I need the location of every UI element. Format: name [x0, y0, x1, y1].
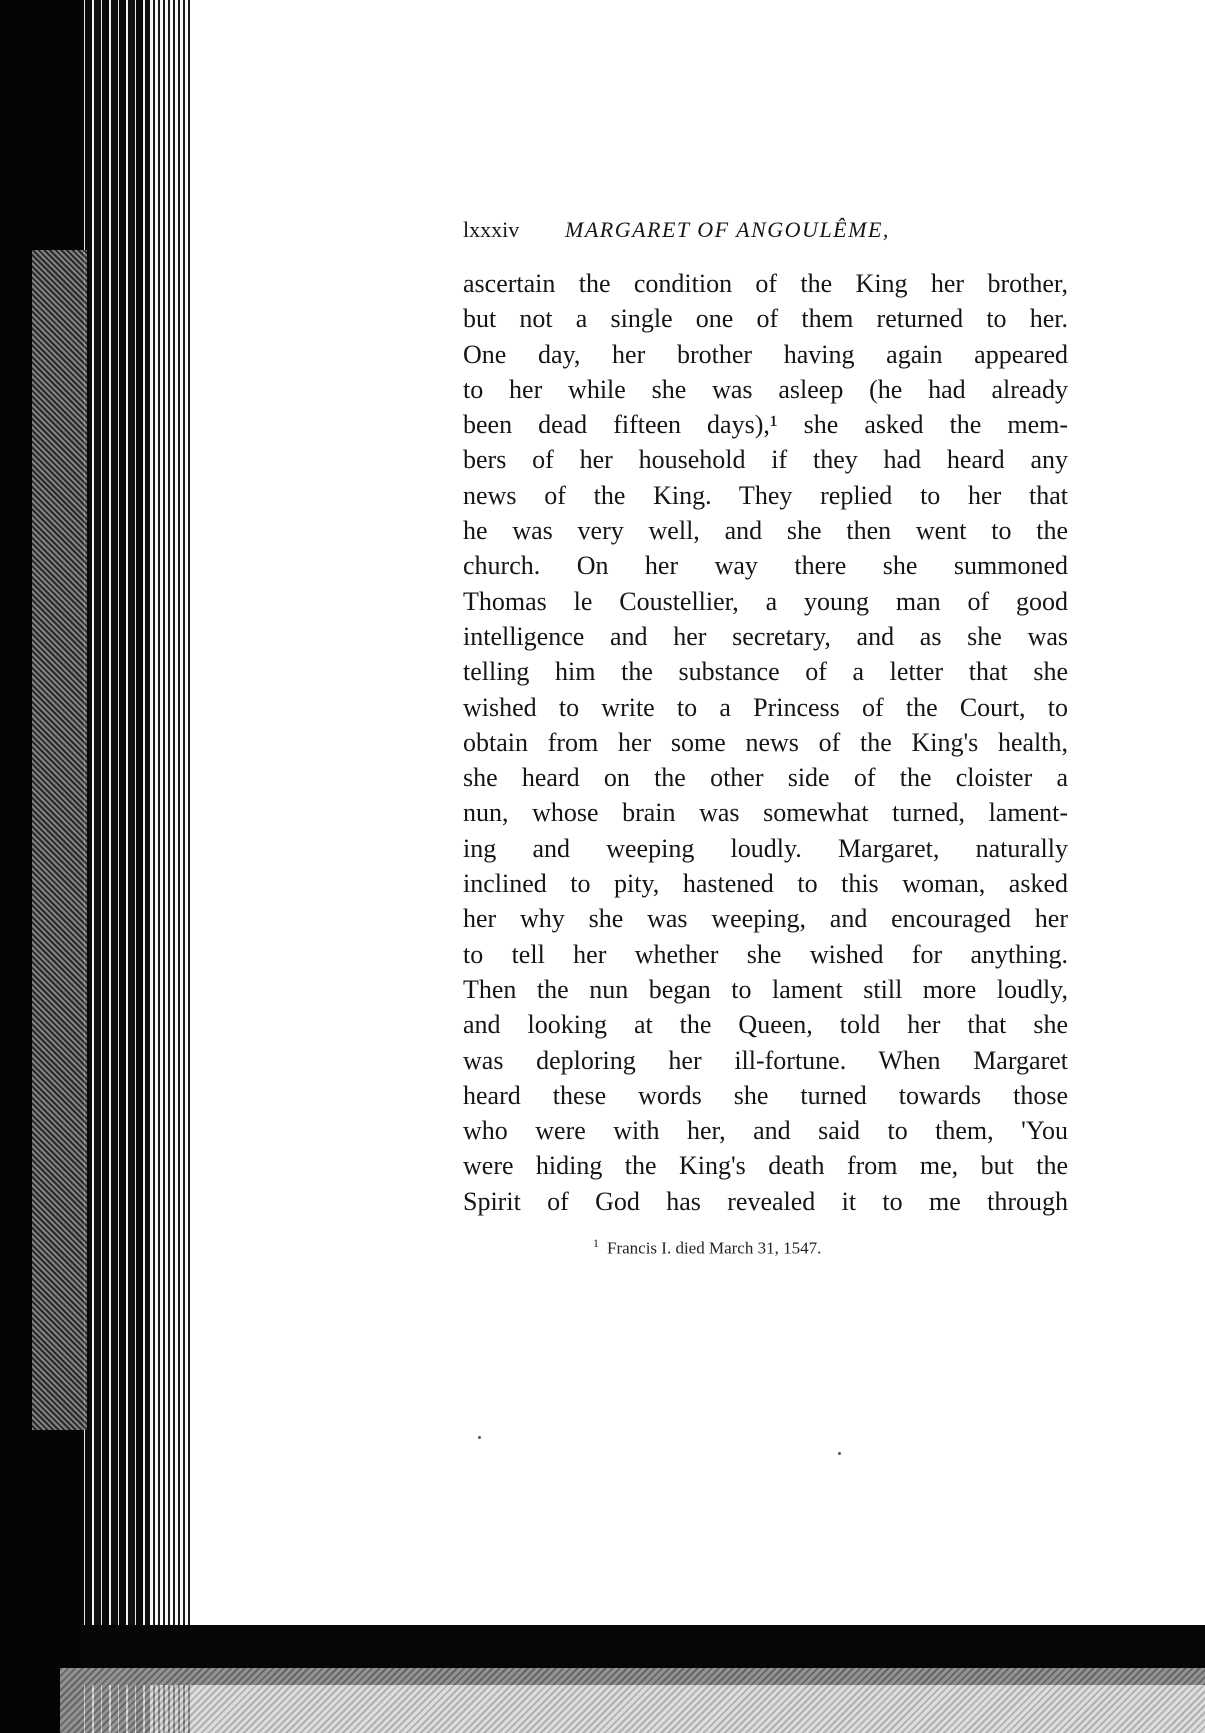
text-line: church. On her way there she summoned — [463, 551, 1068, 581]
text-line: nun, whose brain was somewhat turned, lament- — [463, 798, 1068, 828]
text-line: was deploring her ill-fortune. When Margaret — [463, 1045, 1068, 1075]
text-line: news of the King. They replied to her that — [463, 480, 1068, 510]
text-line: bers of her household if they had heard any — [463, 445, 1068, 475]
text-line: Then the nun began to lament still more loudly, — [463, 974, 1068, 1004]
text-line: ascertain the condition of the King her brother, — [463, 269, 1068, 298]
running-title: MARGARET OF ANGOULÊME, — [565, 217, 890, 242]
text-line: ing and weeping loudly. Margaret, naturally — [463, 833, 1068, 863]
text-line: inclined to pity, hastened to this woman, asked — [463, 869, 1068, 899]
text-line: intelligence and her secretary, and as she was — [463, 621, 1068, 651]
body-text — [463, 266, 1068, 1219]
text-line: but not a single one of them returned to her. — [463, 304, 1068, 334]
text-line: telling him the substance of a letter that she — [463, 657, 1068, 687]
text-line: obtain from her some news of the King's health, — [463, 727, 1068, 757]
text-line: her why she was weeping, and encouraged her — [463, 904, 1068, 934]
text-line: to tell her whether she wished for anything. — [463, 939, 1068, 969]
text-column — [463, 210, 1068, 1261]
binding-texture — [32, 250, 87, 1430]
text-line: she heard on the other side of the cloister a — [463, 763, 1068, 793]
speck — [838, 1452, 841, 1455]
footnote-mark: 1 — [593, 1236, 599, 1251]
text-line: to her while she was asleep (he had already — [463, 374, 1068, 404]
page-number: lxxxiv — [463, 217, 520, 242]
speck — [478, 1436, 481, 1439]
text-line: he was very well, and she then went to the — [463, 516, 1068, 546]
text-line: and looking at the Queen, told her that she — [463, 1010, 1068, 1040]
text-line: who were with her, and said to them, 'You — [463, 1116, 1068, 1146]
text-line: Spirit of God has revealed it to me through — [463, 1186, 1068, 1216]
footnote-text: Francis I. died March 31, 1547. — [607, 1238, 822, 1258]
text-line: been dead fifteen days),¹ she asked the mem- — [463, 410, 1068, 440]
text-line: heard these words she turned towards those — [463, 1080, 1068, 1110]
page-edges — [150, 0, 190, 1733]
running-head — [463, 210, 1068, 250]
footnote — [463, 1231, 1068, 1261]
text-line: were hiding the King's death from me, but the — [463, 1151, 1068, 1181]
text-line: wished to write to a Princess of the Court, to — [463, 692, 1068, 722]
text-line: Thomas le Coustellier, a young man of good — [463, 586, 1068, 616]
text-line: One day, her brother having again appeared — [463, 339, 1068, 369]
bottom-texture — [60, 1668, 1205, 1733]
